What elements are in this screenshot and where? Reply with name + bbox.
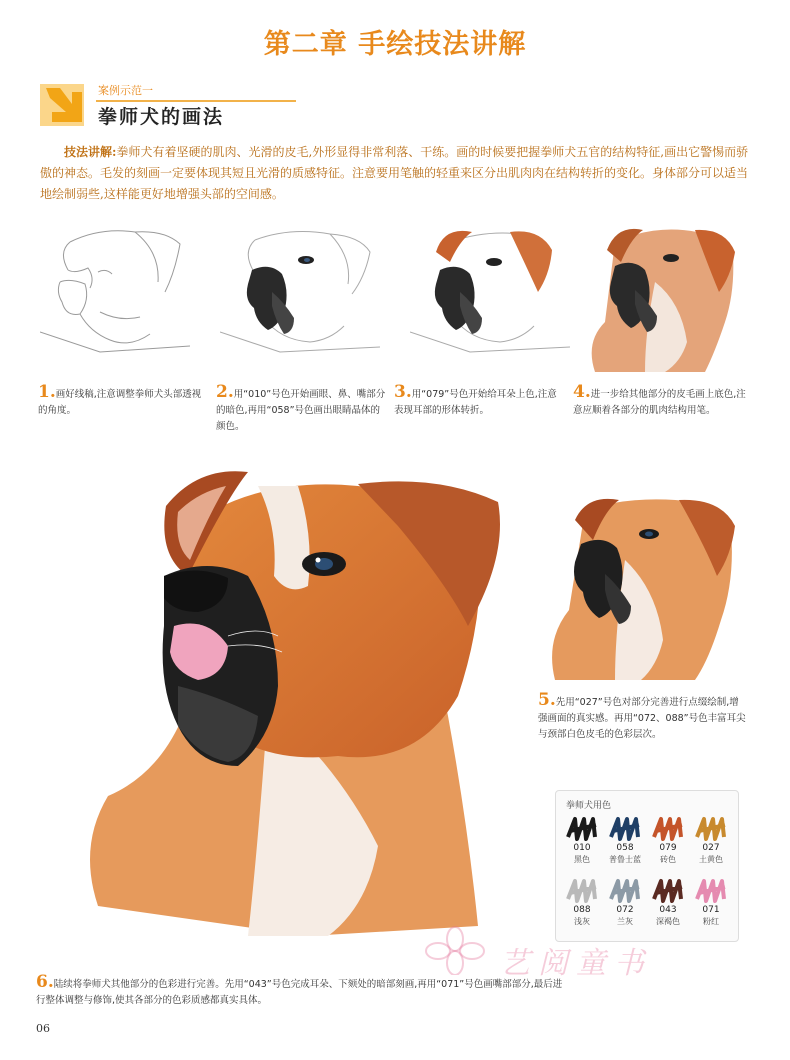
chapter-title: 第二章 手绘技法讲解 [263, 29, 527, 60]
page-number: 06 [36, 1022, 50, 1035]
case-title: 拳师犬的画法 [98, 106, 225, 128]
swatch-scribble-icon [608, 815, 642, 843]
technique-label: 技法讲解: [64, 145, 117, 159]
step1-line-sketch [40, 222, 190, 372]
swatch-scribble-icon [565, 877, 599, 905]
step-1-number: 1. [38, 382, 56, 402]
swatch-code: 079 [659, 843, 677, 853]
palette-swatch-010 [562, 815, 602, 865]
swatch-scribble-icon [651, 815, 685, 843]
step-3-caption [394, 384, 564, 419]
step-4-text: 进一步给其他部分的皮毛画上底色,注意应顺着各部分的肌肉结构用笔。 [573, 389, 746, 416]
step4-sketch-fur-base [585, 222, 750, 372]
color-palette [555, 790, 739, 942]
step-2-text: 用“010”号色开始画眼、鼻、嘴部分的暗色,再用“058”号色画出眼睛晶体的颜色。 [216, 389, 386, 432]
step-5-caption [538, 692, 748, 743]
swatch-name: 兰灰 [617, 917, 633, 926]
step-3-number: 3. [394, 382, 412, 402]
swatch-name: 普鲁士蓝 [609, 855, 641, 864]
step-6-number: 6. [36, 972, 54, 992]
swatch-name: 浅灰 [574, 917, 590, 926]
step-1-text: 画好线稿,注意调整拳师犬头部透视的角度。 [38, 389, 202, 416]
palette-swatch-072 [605, 877, 645, 927]
watermark-flower-icon [420, 925, 490, 975]
palette-swatch-058 [605, 815, 645, 865]
arrow-down-right-icon [38, 82, 86, 128]
swatch-name: 土黄色 [699, 855, 723, 864]
step-2-number: 2. [216, 382, 234, 402]
case-label: 案例示范一 [98, 84, 153, 97]
step-2-caption [216, 384, 386, 435]
swatch-name: 砖色 [660, 855, 676, 864]
swatch-code: 088 [573, 905, 591, 915]
swatch-name: 深褐色 [656, 917, 680, 926]
swatch-name: 粉红 [703, 917, 719, 926]
palette-swatch-079 [648, 815, 688, 865]
swatch-scribble-icon [694, 877, 728, 905]
finished-boxer-illustration [78, 466, 518, 936]
technique-text: 拳师犬有着坚硬的肌肉、光滑的皮毛,外形显得非常利落、干练。画的时候要把握拳师犬五官的结构特征,画出它警惕而骄傲的神态。毛发的刻画一定要体现其短且光滑的质感特征。注意要用笔触的轻重来区分出肌肉肉在结构转折的变化。身体部分可以适当地绘制弱些,这样能更好地增强头部的空间感。 [40, 145, 749, 201]
palette-swatch-071 [691, 877, 731, 927]
swatch-code: 027 [702, 843, 720, 853]
swatch-code: 058 [616, 843, 634, 853]
watermark: 艺阅童书 [500, 946, 652, 981]
step-5-number: 5. [538, 690, 556, 710]
palette-swatch-088 [562, 877, 602, 927]
swatch-code: 072 [616, 905, 634, 915]
step-6-caption [36, 974, 566, 1009]
step-1-caption [38, 384, 206, 419]
step-4-caption [573, 384, 748, 419]
palette-swatch-027 [691, 815, 731, 865]
swatch-scribble-icon [651, 877, 685, 905]
palette-title: 拳师犬用色 [566, 801, 612, 811]
step-3-text: 用“079”号色开始给耳朵上色,注意表现耳部的形体转折。 [394, 389, 557, 416]
step3-sketch-ears-colored [410, 222, 570, 372]
swatch-code: 043 [659, 905, 677, 915]
swatch-code: 010 [573, 843, 591, 853]
step5-boxer-refined [545, 490, 745, 680]
palette-swatch-043 [648, 877, 688, 927]
swatch-scribble-icon [694, 815, 728, 843]
swatch-code: 071 [702, 905, 720, 915]
section-heading [38, 82, 338, 132]
technique-paragraph [40, 142, 750, 205]
step2-sketch-dark-features [220, 222, 380, 372]
swatch-scribble-icon [608, 877, 642, 905]
step-6-text: 陆续将拳师犬其他部分的色彩进行完善。先用“043”号色完成耳朵、下颏处的暗部刻画,再用“071”号色画嘴部部分,最后进行整体调整与修饰,使其各部分的色彩质感都真实具体。 [36, 979, 563, 1006]
step-4-number: 4. [573, 382, 591, 402]
swatch-scribble-icon [565, 815, 599, 843]
swatch-name: 黑色 [574, 855, 590, 864]
step-5-text: 先用“027”号色对部分完善进行点缀绘制,增强画面的真实感。再用“072、088”号色丰富耳尖与颈部白色皮毛的色彩层次。 [538, 697, 746, 740]
